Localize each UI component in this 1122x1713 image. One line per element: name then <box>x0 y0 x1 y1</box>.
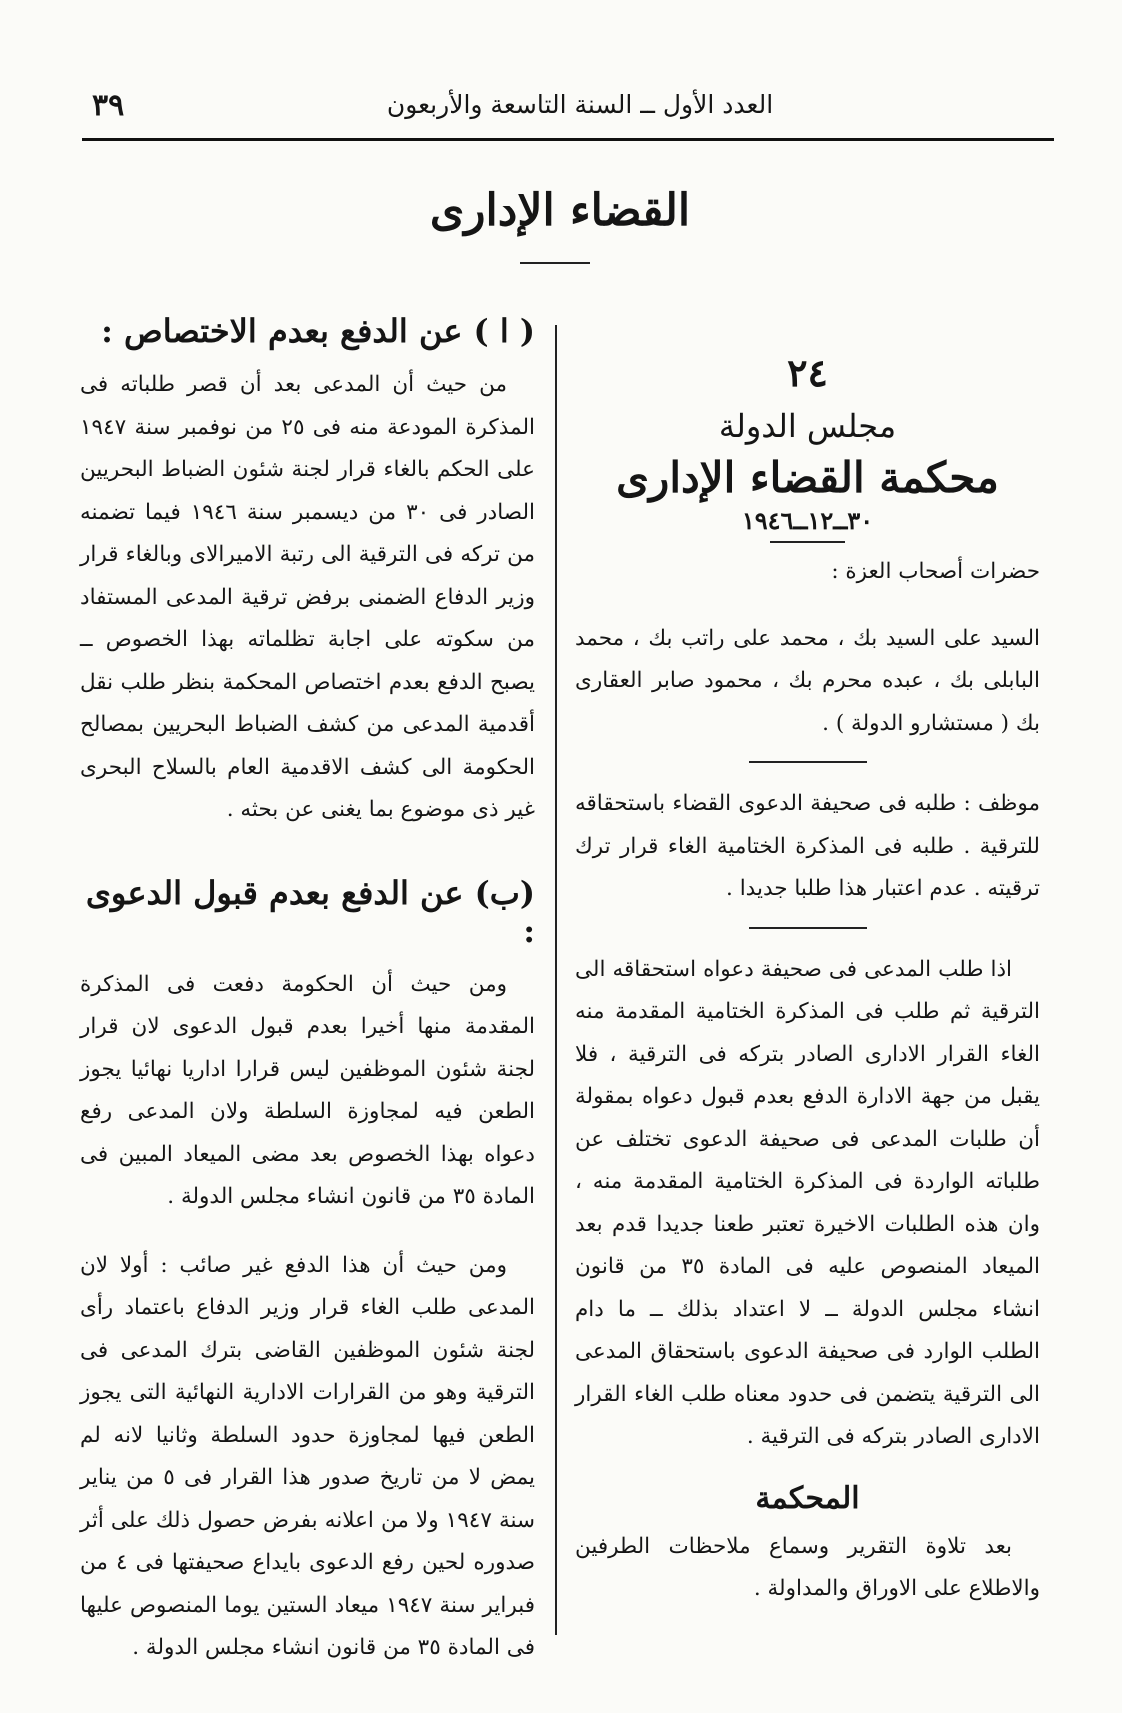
judgment-heading: المحكمة <box>755 1480 860 1516</box>
date-rule <box>770 541 845 543</box>
judgment-opening: بعد تلاوة التقرير وسماع ملاحظات الطرفين والاطلاع على الاوراق والمداولة . <box>575 1533 1040 1601</box>
judges-list: السيد على السيد بك ، محمد على راتب بك ، محمد البابلى بك ، عبده محرم بك ، محمود صابر العقارى بك ( مستشارو الدولة ) . <box>575 625 1040 736</box>
page-number: ٣٩ <box>92 88 125 123</box>
section-title: القضاء الإدارى <box>429 185 691 236</box>
running-head: العدد الأول ــ السنة التاسعة والأربعون <box>386 90 774 119</box>
honorifics-line: حضرات أصحاب العزة : <box>831 559 1040 584</box>
case-number: ٢٤ <box>787 350 828 395</box>
keywords-rule <box>749 927 867 929</box>
tribunal-name: محكمة القضاء الإدارى <box>616 453 999 502</box>
column-divider <box>555 325 557 1635</box>
right-column <box>575 312 1040 1611</box>
decision-date: ٣٠ــ١٢ــ١٩٤٦ <box>741 506 874 535</box>
principle-summary: اذا طلب المدعى فى صحيفة دعواه استحقاقه الى الترقية ثم طلب فى المذكرة الختامية المقدمة منه الغاء القرار الادارى الصادر بتركه فى الترقية ، فلا يقبل من جهة الادارة الدفع بعدم قبول دعواه بمقولة أن طلبات المدعى فى صحيفة الدعوى تختلف عن طلباته الواردة فى المذكرة الختامية المقدمة منه ، وان هذه الطلبات الاخيرة تعتبر طعنا جديدا قدم بعد الميعاد المنصوص عليه فى المادة ٣٥ من قانون انشاء مجلس الدولة ــ لا اعتداد بذلك ــ ما دام الطلب الوارد فى صحيفة الدعوى باستحقاق المدعى الى الترقية يتضمن فى حدود معناه طلب الغاء القرار الادارى الصادر بتركه فى الترقية . <box>575 956 1040 1449</box>
heading-jurisdiction-plea: ( ا ) عن الدفع بعدم الاختصاص : <box>101 312 535 350</box>
admissibility-paragraph-1: ومن حيث أن الحكومة دفعت فى المذكرة المقدمة منها أخيرا بعدم قبول الدعوى لان قرار لجنة شئون الموظفين ليس قرارا اداريا نهائيا يجوز الطعن فيه لمجاوزة السلطة ولان المدعى رفع دعواه بهذا الخصوص بعد مضى الميعاد المبين فى المادة ٣٥ من قانون انشاء مجلس الدولة . <box>80 971 535 1209</box>
header-rule <box>82 138 1054 141</box>
heading-admissibility-plea: (ب) عن الدفع بعدم قبول الدعوى : <box>85 873 535 950</box>
title-rule <box>520 262 590 264</box>
court-name: مجلس الدولة <box>718 407 897 445</box>
left-column <box>80 312 535 1670</box>
keywords-summary: موظف : طلبه فى صحيفة الدعوى القضاء باستحقاقه للترقية . طلبه فى المذكرة الختامية الغاء قرار ترك ترقيته . عدم اعتبار هذا طلبا جديدا . <box>575 791 1040 901</box>
admissibility-paragraph-2: ومن حيث أن هذا الدفع غير صائب : أولا لان المدعى طلب الغاء قرار وزير الدفاع باعتماد رأى لجنة شئون الموظفين القاضى بترك المدعى فى الترقية وهو من القرارات الادارية النهائية التى يجوز الطعن فيها لمجاوزة حدود السلطة وثانيا لانه لم يمض لا من تاريخ صدور هذا القرار فى ٥ من يناير سنة ١٩٤٧ ولا من اعلانه بفرض حصول ذلك على أثر صدوره لحين رفع الدعوى بايداع صحيفتها فى ٤ من فبراير سنة ١٩٤٧ ميعاد الستين يوما المنصوص عليها فى المادة ٣٥ من قانون انشاء مجلس الدولة . <box>80 1252 536 1660</box>
jurisdiction-paragraph: من حيث أن المدعى بعد أن قصر طلباته فى المذكرة المودعة منه فى ٢٥ من نوفمبر سنة ١٩٤٧ على الحكم بالغاء قرار لجنة شئون الضباط البحريين الصادر فى ٣٠ من ديسمبر سنة ١٩٤٦ فيما تضمنه من تركه فى الترقية الى رتبة الاميرالاى وبالغاء قرار وزير الدفاع الضمنى برفض ترقية المدعى المستفاد من سكوته على اجابة تظلماته بهذا الخصوص ــ يصبح الدفع بعدم اختصاص المحكمة بنظر طلب نقل أقدمية المدعى من كشف الضباط البحريين بمصالح الحكومة الى كشف الاقدمية العام بالسلاح البحرى غير ذى موضوع بما يغنى عن بحثه . <box>80 372 535 822</box>
judges-rule <box>749 761 867 763</box>
